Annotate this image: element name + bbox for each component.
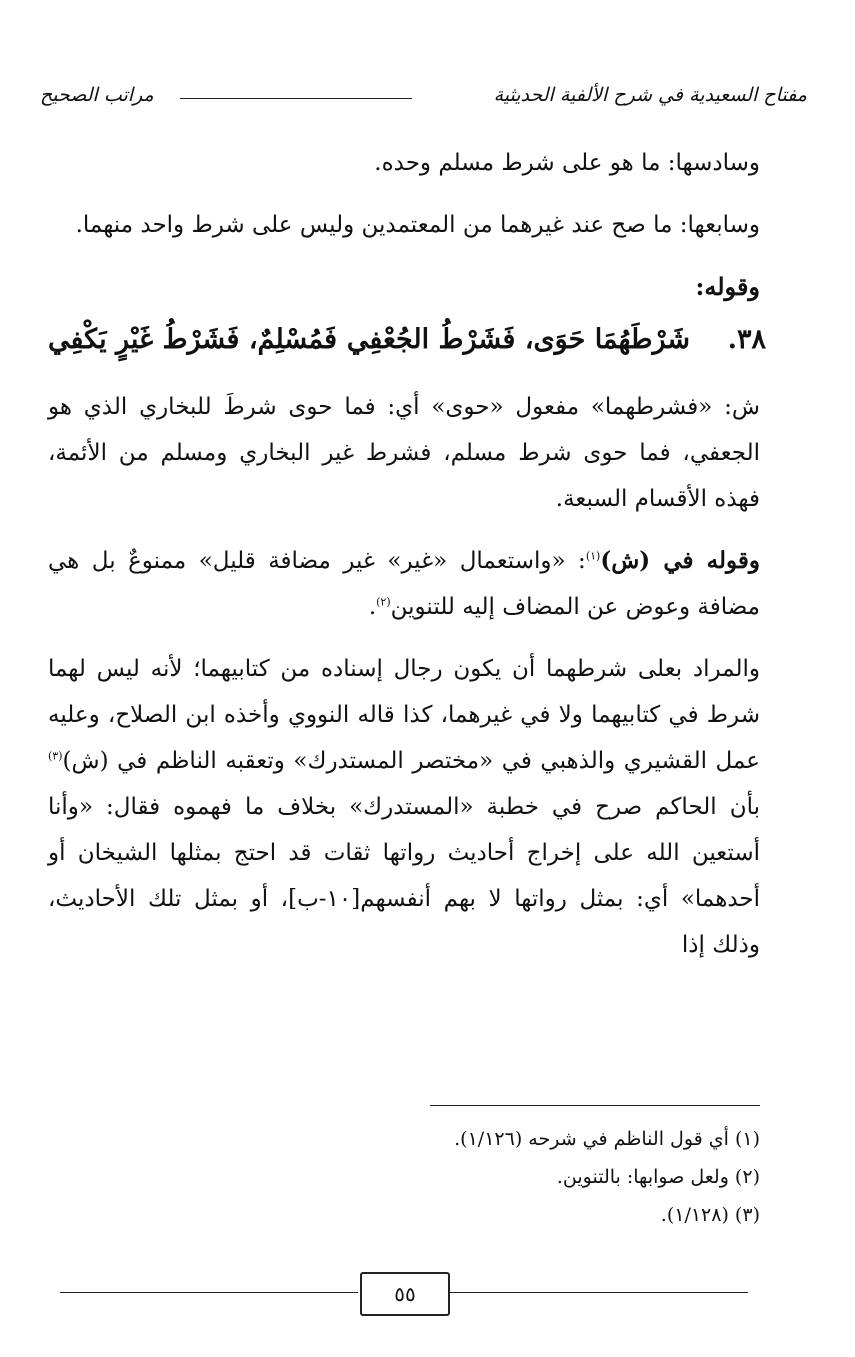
page-number-rule-left [60,1292,358,1293]
paragraph-shart-part2: بأن الحاكم صرح في خطبة «المستدرك» بخلاف ما فهموه فقال: «وأنا أستعين الله على إخراج أحاديث رواتها ثقات قد احتج بمثلها الشيخان أو أحدهما» أي: بمثل رواتها لا بهم أنفسهم[١٠-ب]، أو بمثل تلك الأحاديث، وذلك إذا [48,794,761,958]
paragraph-shart [48,646,760,968]
running-header [40,80,807,114]
paragraph-ghayr-end: . [368,594,377,620]
verse-hemistich-first: شَرْطَهُمَا حَوَى، فَشَرْطُ الجُعْفِي [346,324,690,355]
footnote-ref-1: (١) [585,549,601,563]
footnote-rule [430,1105,760,1106]
header-rule [180,98,412,99]
paragraph-seventh: وسابعها: ما صح عند غيرهما من المعتمدين وليس على شرط واحد منهما. [75,212,760,238]
page-number-rule-right [448,1292,748,1293]
paragraph-sixth: وسادسها: ما هو على شرط مسلم وحده. [374,150,760,176]
verse-number: ٣٨. [727,324,766,355]
footnote-1: (١) أي قول الناظم في شرحه (١/١٢٦). [454,1128,760,1150]
paragraph-shart-part1: والمراد بعلى شرطهما أن يكون رجال إسناده من كتابيهما؛ لأنه ليس لهما شرط في كتابيهما ولا في غيرهما، كذا قاله النووي وأخذه ابن الصلاح، وعليه عمل القشيري والذهبي في «مختصر المستدرك» وتعقبه الناظم في (ش) [48,656,760,774]
paragraph-explanation: ش: «فشرطهما» مفعول «حوى» أي: فما حوى شرطَ للبخاري الذي هو الجعفي، فما حوى شرط مسلم، فشرط غير البخاري ومسلم من الأئمة، فهذه الأقسام السبعة. [48,394,760,512]
main-text [48,140,766,984]
book-title: مفتاح السعيدية في شرح الألفية الحديثية [493,84,807,106]
verse-38 [48,314,766,374]
paragraph-ghayr-body: : «واستعمال «غير» غير مضافة قليل» ممنوعٌ بل هي مضافة وعوض عن المضاف إليه للتنوين [48,548,760,620]
footnote-3: (٣) (١/١٢٨). [660,1204,760,1226]
verse-hemistich-second: فَمُسْلِمٌ، فَشَرْطُ غَيْرٍ يَكْفِي [48,324,338,355]
footnote-2: (٢) ولعل صوابها: بالتنوين. [556,1166,760,1188]
paragraph-lead: وقوله في (ش) [600,547,760,574]
footnote-ref-3: (٣) [48,749,63,763]
footnotes [60,1120,760,1234]
label-qawluh: وقوله: [695,272,760,301]
footnote-ref-2: (٢) [376,595,391,609]
paragraph-ghayr [48,538,760,630]
page-number: ٥٥ [360,1272,450,1316]
chapter-title: مراتب الصحيح [40,84,154,106]
